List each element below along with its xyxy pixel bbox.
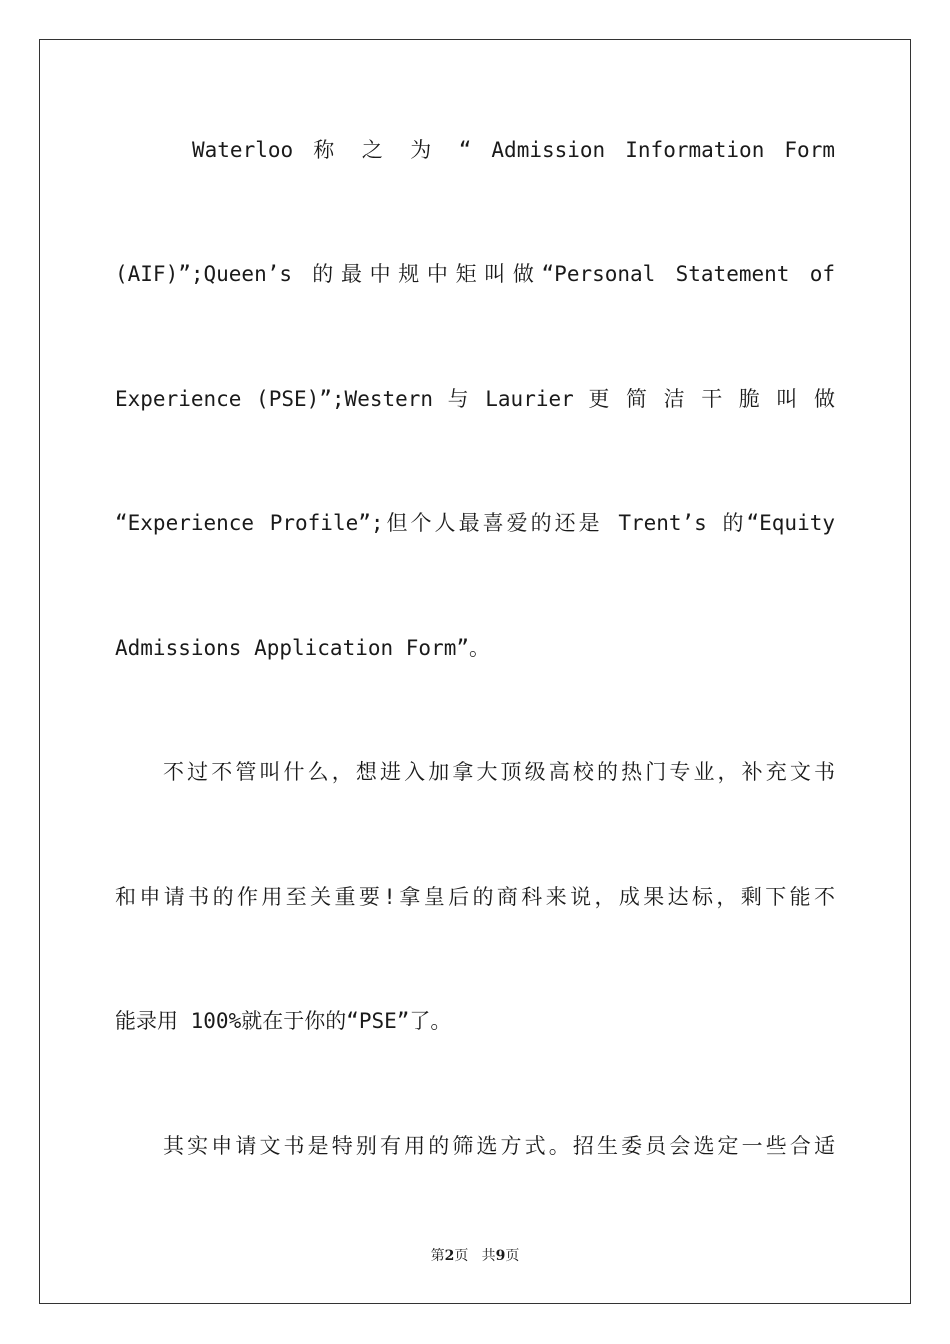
page-border [39, 39, 911, 1304]
text-line-3: Experience (PSE)”;Western 与 Laurier 更 简 洁 干 脆 叫 做 [115, 387, 835, 411]
page-footer [0, 1247, 950, 1265]
text-line-2: (AIF)”;Queen’s 的最中规中矩叫做“Personal Statement of [115, 262, 835, 286]
footer-page-prefix: 第 [430, 1248, 445, 1264]
footer-page-suffix: 页 [454, 1248, 469, 1264]
text-line-7: 和申请书的作用至关重要!拿皇后的商科来说，成果达标，剩下能不 [115, 885, 835, 909]
text-line-9: 其实申请文书是特别有用的筛选方式。招生委员会选定一些合适 [163, 1134, 835, 1158]
text-line-5: Admissions Application Form”。 [115, 636, 491, 660]
footer-total-suffix: 页 [505, 1248, 520, 1264]
footer-total-pages: 9 [495, 1248, 506, 1264]
footer-page-number: 2 [444, 1248, 455, 1264]
text-line-8: 能录用 100%就在于你的“PSE”了。 [115, 1009, 452, 1033]
text-line-6: 不过不管叫什么，想进入加拿大顶级高校的热门专业，补充文书 [163, 760, 835, 784]
text-line-4: “Experience Profile”;但个人最喜爱的还是 Trent’s 的“Equity [115, 511, 835, 535]
text-line-1: Waterloo 称 之 为 “ Admission Information Form [192, 138, 835, 162]
footer-total-prefix: 共 [481, 1248, 496, 1264]
